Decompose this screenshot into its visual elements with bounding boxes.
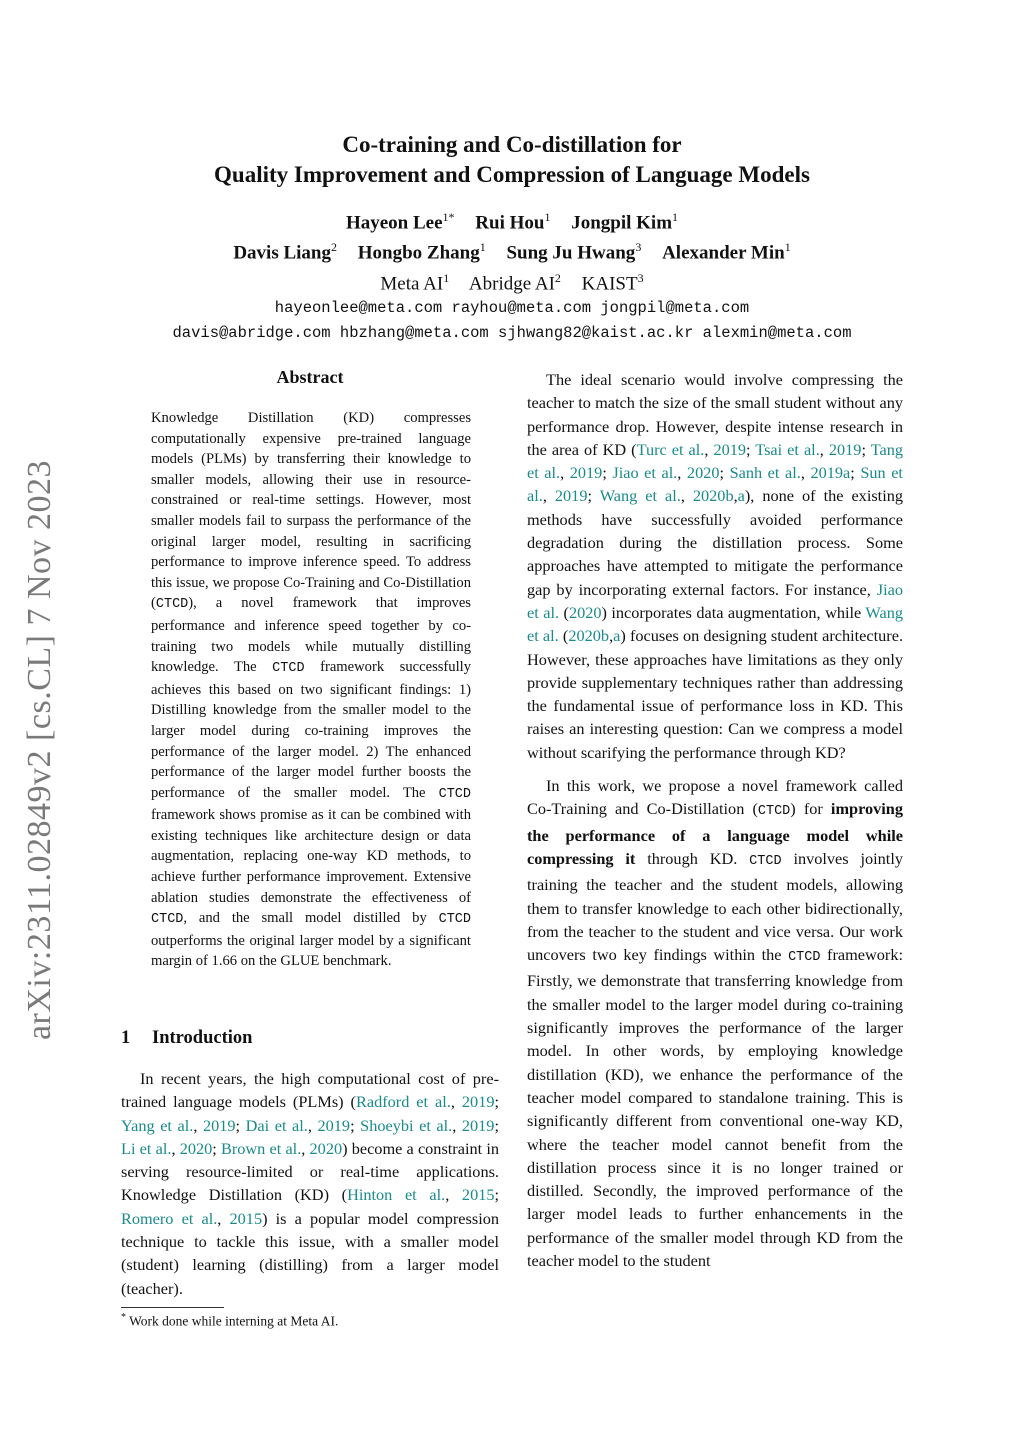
- author-row-1: [0, 205, 1024, 235]
- intro-paragraph-2: The ideal scenario would involve compressing the teacher to match the size of the small student without any performance drop. However, despite intense research in the area of KD (Turc et al., 2019; Tsai et al., 2019; Tang et al., 2019; Jiao et al., 2020; Sanh et al., 2019a; Sun et al., 2019; Wang et al., 2020b,a), none of the existing methods have successfully avoided performance degradation during the distillation process. Some approaches have attempted to mitigate the performance gap by incorporating external factors. For instance, Jiao et al. (2020) incorporates data augmentation, while Wang et al. (2020b,a) focuses on designing student architecture. However, these approaches have limitations as they only provide supplementary techniques rather than addressing the fundamental issue of performance loss in KD. This raises an interesting question: Can we compress a model without scarifying the performance through KD?: [527, 370, 904, 762]
- ctcd-term: CTCD: [788, 950, 821, 966]
- author-name: Hayeon Lee: [345, 212, 443, 234]
- section-heading-introduction: [121, 1028, 252, 1049]
- section-number: 1: [121, 1028, 131, 1048]
- ctcd-term: CTCD: [438, 912, 471, 928]
- citation-link[interactable]: 2015: [229, 1208, 263, 1228]
- author-block: [0, 205, 1024, 346]
- citation-link[interactable]: Tang et al.: [527, 439, 904, 483]
- footnote: [121, 1312, 338, 1330]
- citation-link[interactable]: Li et al.: [121, 1138, 172, 1158]
- citation-link[interactable]: 2019: [713, 439, 747, 459]
- affiliation: KAIST: [581, 272, 638, 294]
- citation-link[interactable]: 2019: [554, 486, 588, 506]
- paper-title: [0, 130, 1024, 190]
- citation-link[interactable]: Jiao et al.: [612, 463, 678, 483]
- author-sup: 1: [479, 240, 486, 255]
- author-sup: 1: [784, 240, 791, 255]
- citation-link[interactable]: 2019: [317, 1115, 351, 1135]
- footnote-rule: [121, 1307, 224, 1308]
- citation-link[interactable]: 2020: [568, 602, 602, 622]
- ctcd-term: CTCD: [749, 853, 782, 869]
- citation-link[interactable]: Sun et al.: [527, 463, 903, 506]
- citation-link[interactable]: Tsai et al.: [755, 439, 820, 459]
- ctcd-term: CTCD: [151, 912, 184, 928]
- author-sup: 1*: [442, 210, 455, 224]
- ctcd-term: CTCD: [272, 661, 305, 677]
- author-sup: 3: [635, 240, 642, 255]
- citation-link[interactable]: Hinton et al.: [347, 1185, 446, 1205]
- author-sup: 1: [544, 210, 551, 224]
- citation-link[interactable]: 2019: [202, 1115, 236, 1135]
- citation-link[interactable]: Wang et al.: [527, 602, 903, 646]
- footnote-mark: *: [121, 1312, 126, 1323]
- citation-link[interactable]: 2019: [461, 1092, 495, 1112]
- emails-line-1: hayeonlee@meta.com rayhou@meta.com jongpil@meta.com: [274, 298, 750, 317]
- author-name: Hongbo Zhang: [357, 242, 480, 264]
- author-sup: 1: [672, 210, 679, 224]
- intro-paragraph-3: In this work, we propose a novel framework called Co-Training and Co-Distillation (CTCD) for improving the performance of a language model while compressing it through KD. CTCD involves jointly training the teacher and the student models, allowing them to transfer knowledge to each other bidirectionally, from the teacher to the student and vice versa. Our work uncovers two key findings within the CTCD framework: Firstly, we demonstrate that transferring knowledge from the smaller model to the larger model during co-training significantly improves the performance of the larger model. In other words, by employing knowledge distillation (KD), we enhance the performance of the teacher model compared to standalone training. This is significantly different from conventional one-way KD, where the teacher model cannot benefit from the distillation process since it is no longer trained or distilled. Secondly, the improved performance of the larger model leads to further enhancements in the performance of the smaller model through KD from the teacher model to the student: [527, 776, 903, 1270]
- citation-link[interactable]: 2019: [461, 1115, 495, 1135]
- footnote-text: Work done while interning at Meta AI.: [126, 1313, 339, 1329]
- citation-link[interactable]: 2020b: [568, 626, 610, 646]
- citation-link[interactable]: a: [737, 486, 745, 506]
- author-sup: 2: [330, 240, 337, 255]
- author-name: Davis Liang: [233, 242, 331, 264]
- affiliation: Abridge AI: [468, 272, 555, 294]
- ctcd-term: CTCD: [757, 804, 791, 820]
- author-name: Jongpil Kim: [571, 212, 673, 234]
- emails-line-2: davis@abridge.com hbzhang@meta.com sjhwang82@kaist.ac.kr alexmin@meta.com: [172, 323, 852, 342]
- citation-link[interactable]: Sanh et al.: [729, 463, 801, 483]
- title-line-1: Co-training and Co-distillation for: [342, 132, 682, 157]
- emphasis-text: improving the performance of a language model while compressing it: [527, 799, 903, 868]
- citation-link[interactable]: Turc et al.: [636, 439, 705, 459]
- citation-link[interactable]: a: [613, 626, 621, 646]
- citation-link[interactable]: 2019: [569, 463, 603, 483]
- author-name: Rui Hou: [475, 212, 545, 234]
- author-name: Alexander Min: [662, 242, 785, 264]
- citation-link[interactable]: Dai et al.: [245, 1115, 308, 1135]
- ctcd-term: CTCD: [155, 597, 189, 613]
- citation-link[interactable]: Yang et al.: [121, 1115, 194, 1135]
- citation-link[interactable]: 2015: [461, 1185, 495, 1205]
- citation-link[interactable]: 2019a: [810, 463, 851, 483]
- citation-link[interactable]: 2020: [179, 1138, 213, 1158]
- title-line-2: Quality Improvement and Compression of Language Models: [214, 162, 810, 187]
- citation-link[interactable]: Romero et al.: [121, 1208, 218, 1228]
- abstract-heading: Abstract: [276, 367, 344, 387]
- abstract-body: Knowledge Distillation (KD) compresses computationally expensive pre-trained language models (PLMs) by transferring their knowledge to smaller models, allowing their use in resource-constrained or real-time settings. However, most smaller models fail to surpass the performance of the original larger model, resulting in sacrificing performance to improve inference speed. To address this issue, we propose Co-Training and Co-Distillation (CTCD), a novel framework that improves performance and inference speed together by co-training two models while mutually distilling knowledge. The CTCD framework successfully achieves this based on two significant findings: 1) Distilling knowledge from the smaller model to the larger model during co-training improves the performance of the larger model. 2) The enhanced performance of the larger model further boosts the performance of the smaller model. The CTCD framework shows promise as it can be combined with existing techniques like architecture design or data augmentation, replacing one-way KD methods, to achieve further performance improvement. Extensive ablation studies demonstrate the effectiveness of CTCD, and the small model distilled by CTCD outperforms the original larger model by a significant margin of 1.66 on the GLUE benchmark.: [151, 410, 471, 970]
- citation-link[interactable]: 2020: [686, 463, 720, 483]
- author-row-2: [0, 235, 1024, 265]
- citation-link[interactable]: Jiao et al.: [527, 579, 903, 622]
- citation-link[interactable]: 2020b: [692, 486, 734, 506]
- intro-left-column: [121, 1067, 499, 1300]
- citation-link[interactable]: 2019: [828, 439, 862, 459]
- citation-link[interactable]: Wang et al.: [599, 486, 681, 506]
- citation-link[interactable]: 2020: [309, 1138, 343, 1158]
- intro-right-column: [527, 368, 903, 1272]
- arxiv-sidebar-stamp: [20, 455, 60, 1045]
- citation-link[interactable]: Brown et al.: [220, 1138, 302, 1158]
- affiliations: Meta $AI^1$ Abridge $AI^2$ KAIST$^3$: [380, 270, 644, 294]
- ctcd-term: CTCD: [438, 786, 471, 802]
- affiliation: Meta AI: [380, 272, 444, 294]
- intro-paragraph-1: In recent years, the high computational cost of pre-trained language models (PLMs) (Radford et al., 2019; Yang et al., 2019; Dai et al., 2019; Shoeybi et al., 2019; Li et al., 2020; Brown et al., 2020) become a constraint in serving resource-limited or real-time applications. Knowledge Distillation (KD) (Hinton et al., 2015; Romero et al., 2015) is a popular model compression technique to tackle this issue, with a smaller model (student) learning (distilling) from a larger model (teacher).: [121, 1069, 500, 1298]
- citation-link[interactable]: Radford et al.: [355, 1092, 451, 1112]
- section-title: Introduction: [152, 1028, 253, 1048]
- arxiv-id: arXiv:2311.02849v2 [cs.CL] 7 Nov 2023: [21, 459, 58, 1041]
- author-name: Sung Ju Hwang: [506, 242, 636, 264]
- citation-link[interactable]: Shoeybi et al.: [360, 1115, 453, 1135]
